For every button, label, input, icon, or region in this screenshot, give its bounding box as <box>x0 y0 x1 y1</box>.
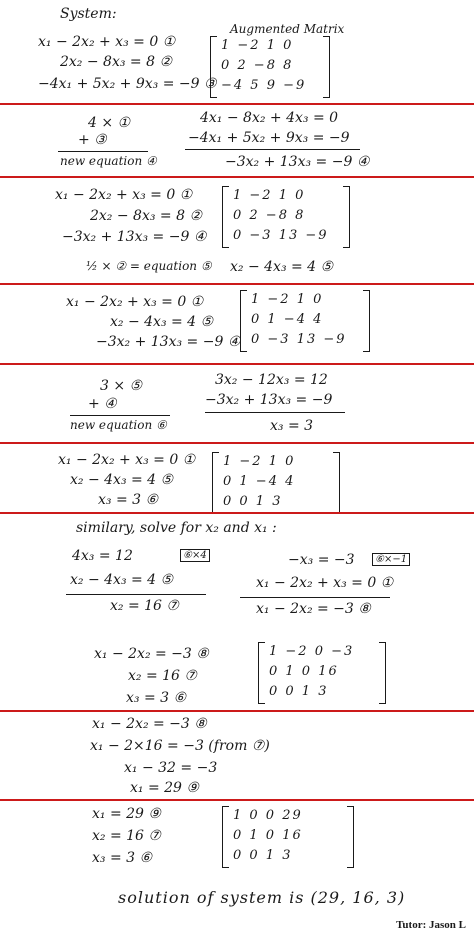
augmented-matrix-5 <box>258 642 386 704</box>
augmented-matrix-3 <box>240 290 370 352</box>
sum-line <box>185 149 360 150</box>
sum-line <box>205 412 345 413</box>
solution-statement: solution of system is (29, 16, 3) <box>118 888 406 907</box>
equation-5: x₂ − 4x₃ = 4 ⑤ <box>110 314 214 330</box>
work-result: −3x₂ + 13x₃ = −9 ④ <box>225 154 370 170</box>
section-divider <box>0 363 474 365</box>
scale-note: ½ × ② = equation ⑤ <box>86 259 212 273</box>
work-line: 3x₂ − 12x₃ = 12 <box>215 372 328 388</box>
step-label: 4 × ① <box>88 115 131 131</box>
augmented-matrix-6 <box>222 806 354 868</box>
augmented-matrix-4 <box>212 452 340 514</box>
section-divider <box>0 283 474 285</box>
equation-4: −3x₂ + 13x₃ = −9 ④ <box>96 334 241 350</box>
step-label: 3 × ⑤ <box>100 378 143 394</box>
equation-1: x₁ − 2x₂ + x₃ = 0 ① <box>66 294 204 310</box>
sum-line <box>70 415 170 416</box>
equation-8: x₁ − 2x₂ = −3 ⑧ <box>94 646 209 662</box>
equation-8: x₁ − 2x₂ = −3 ⑧ <box>92 716 207 732</box>
work-result: x₃ = 3 <box>270 418 314 434</box>
equation-4: −3x₂ + 13x₃ = −9 ④ <box>62 229 207 245</box>
new-equation-label: new equation ④ <box>60 154 157 168</box>
multiplier-tag: ⑥×4 <box>180 549 210 562</box>
matrix-row: 1 −2 1 0 <box>223 454 296 469</box>
equation-9: x₁ = 29 ⑨ <box>130 780 199 796</box>
matrix-row: 0 1 −4 4 <box>223 474 296 489</box>
equation-9: x₁ = 29 ⑨ <box>92 806 161 822</box>
section-divider <box>0 710 474 712</box>
work-line: x₁ − 2x₂ + x₃ = 0 ① <box>256 575 394 591</box>
matrix-row: 1 −2 1 0 <box>233 188 306 203</box>
substitution-line: x₁ − 32 = −3 <box>124 760 218 776</box>
equation-5: x₂ − 4x₃ = 4 ⑤ <box>70 472 174 488</box>
equation-7: x₂ = 16 ⑦ <box>92 828 161 844</box>
matrix-row: 1 −2 1 0 <box>251 292 324 307</box>
section-divider <box>0 799 474 801</box>
substitution-line: x₁ − 2×16 = −3 (from ⑦) <box>90 738 270 754</box>
equation-3: −4x₁ + 5x₂ + 9x₃ = −9 ③ <box>38 76 217 92</box>
equation-2: 2x₂ − 8x₃ = 8 ② <box>60 54 172 70</box>
sum-line <box>66 594 206 595</box>
matrix-row: 1 0 0 29 <box>233 808 303 823</box>
equation-6: x₃ = 3 ⑥ <box>98 492 159 508</box>
equation-6: x₃ = 3 ⑥ <box>126 690 187 706</box>
section-divider <box>0 512 474 514</box>
equation-5: x₂ − 4x₃ = 4 ⑤ <box>230 259 334 275</box>
step-label: + ④ <box>88 396 117 412</box>
tutor-credit: Tutor: Jason L <box>396 919 466 931</box>
work-line: x₂ − 4x₃ = 4 ⑤ <box>70 572 174 588</box>
equation-8: x₁ − 2x₂ = −3 ⑧ <box>256 601 371 617</box>
section-heading: similary, solve for x₂ and x₁ : <box>76 520 277 536</box>
matrix-row: 0 0 1 3 <box>233 848 293 863</box>
new-equation-label: new equation ⑥ <box>70 418 167 432</box>
matrix-row: 1 −2 0 −3 <box>269 644 355 659</box>
work-line: 4x₁ − 8x₂ + 4x₃ = 0 <box>200 110 339 126</box>
matrix-row: 0 −3 13 −9 <box>251 332 347 347</box>
matrix-row: 0 1 −4 4 <box>251 312 324 327</box>
matrix-row: 0 1 0 16 <box>233 828 303 843</box>
work-line: −x₃ = −3 <box>288 552 355 568</box>
equation-6: x₃ = 3 ⑥ <box>92 850 153 866</box>
sum-line <box>240 597 390 598</box>
equation-2: 2x₂ − 8x₃ = 8 ② <box>90 208 202 224</box>
equation-7: x₂ = 16 ⑦ <box>128 668 197 684</box>
section-divider <box>0 442 474 444</box>
matrix-row: 0 2 −8 8 <box>233 208 306 223</box>
section-divider <box>0 176 474 178</box>
equation-7: x₂ = 16 ⑦ <box>110 598 179 614</box>
work-line: −3x₂ + 13x₃ = −9 <box>205 392 333 408</box>
system-title: System: <box>60 6 117 22</box>
multiplier-tag: ⑥×−1 <box>372 553 410 566</box>
matrix-row: 0 1 0 16 <box>269 664 339 679</box>
work-line: −4x₁ + 5x₂ + 9x₃ = −9 <box>188 130 350 146</box>
matrix-row: 1 −2 1 0 <box>221 38 294 53</box>
work-line: 4x₃ = 12 <box>72 548 133 564</box>
matrix-row: 0 2 −8 8 <box>221 58 294 73</box>
section-divider <box>0 103 474 105</box>
equation-1: x₁ − 2x₂ + x₃ = 0 ① <box>55 187 193 203</box>
matrix-row: 0 0 1 3 <box>223 494 283 509</box>
matrix-row: 0 0 1 3 <box>269 684 329 699</box>
matrix-row: −4 5 9 −9 <box>221 78 307 93</box>
equation-1: x₁ − 2x₂ + x₃ = 0 ① <box>38 34 176 50</box>
augmented-matrix-title: Augmented Matrix <box>230 22 345 36</box>
step-label: + ③ <box>78 132 107 148</box>
matrix-row: 0 −3 13 −9 <box>233 228 329 243</box>
augmented-matrix-1 <box>210 36 330 98</box>
augmented-matrix-2 <box>222 186 350 248</box>
sum-line <box>58 151 148 152</box>
equation-1: x₁ − 2x₂ + x₃ = 0 ① <box>58 452 196 468</box>
